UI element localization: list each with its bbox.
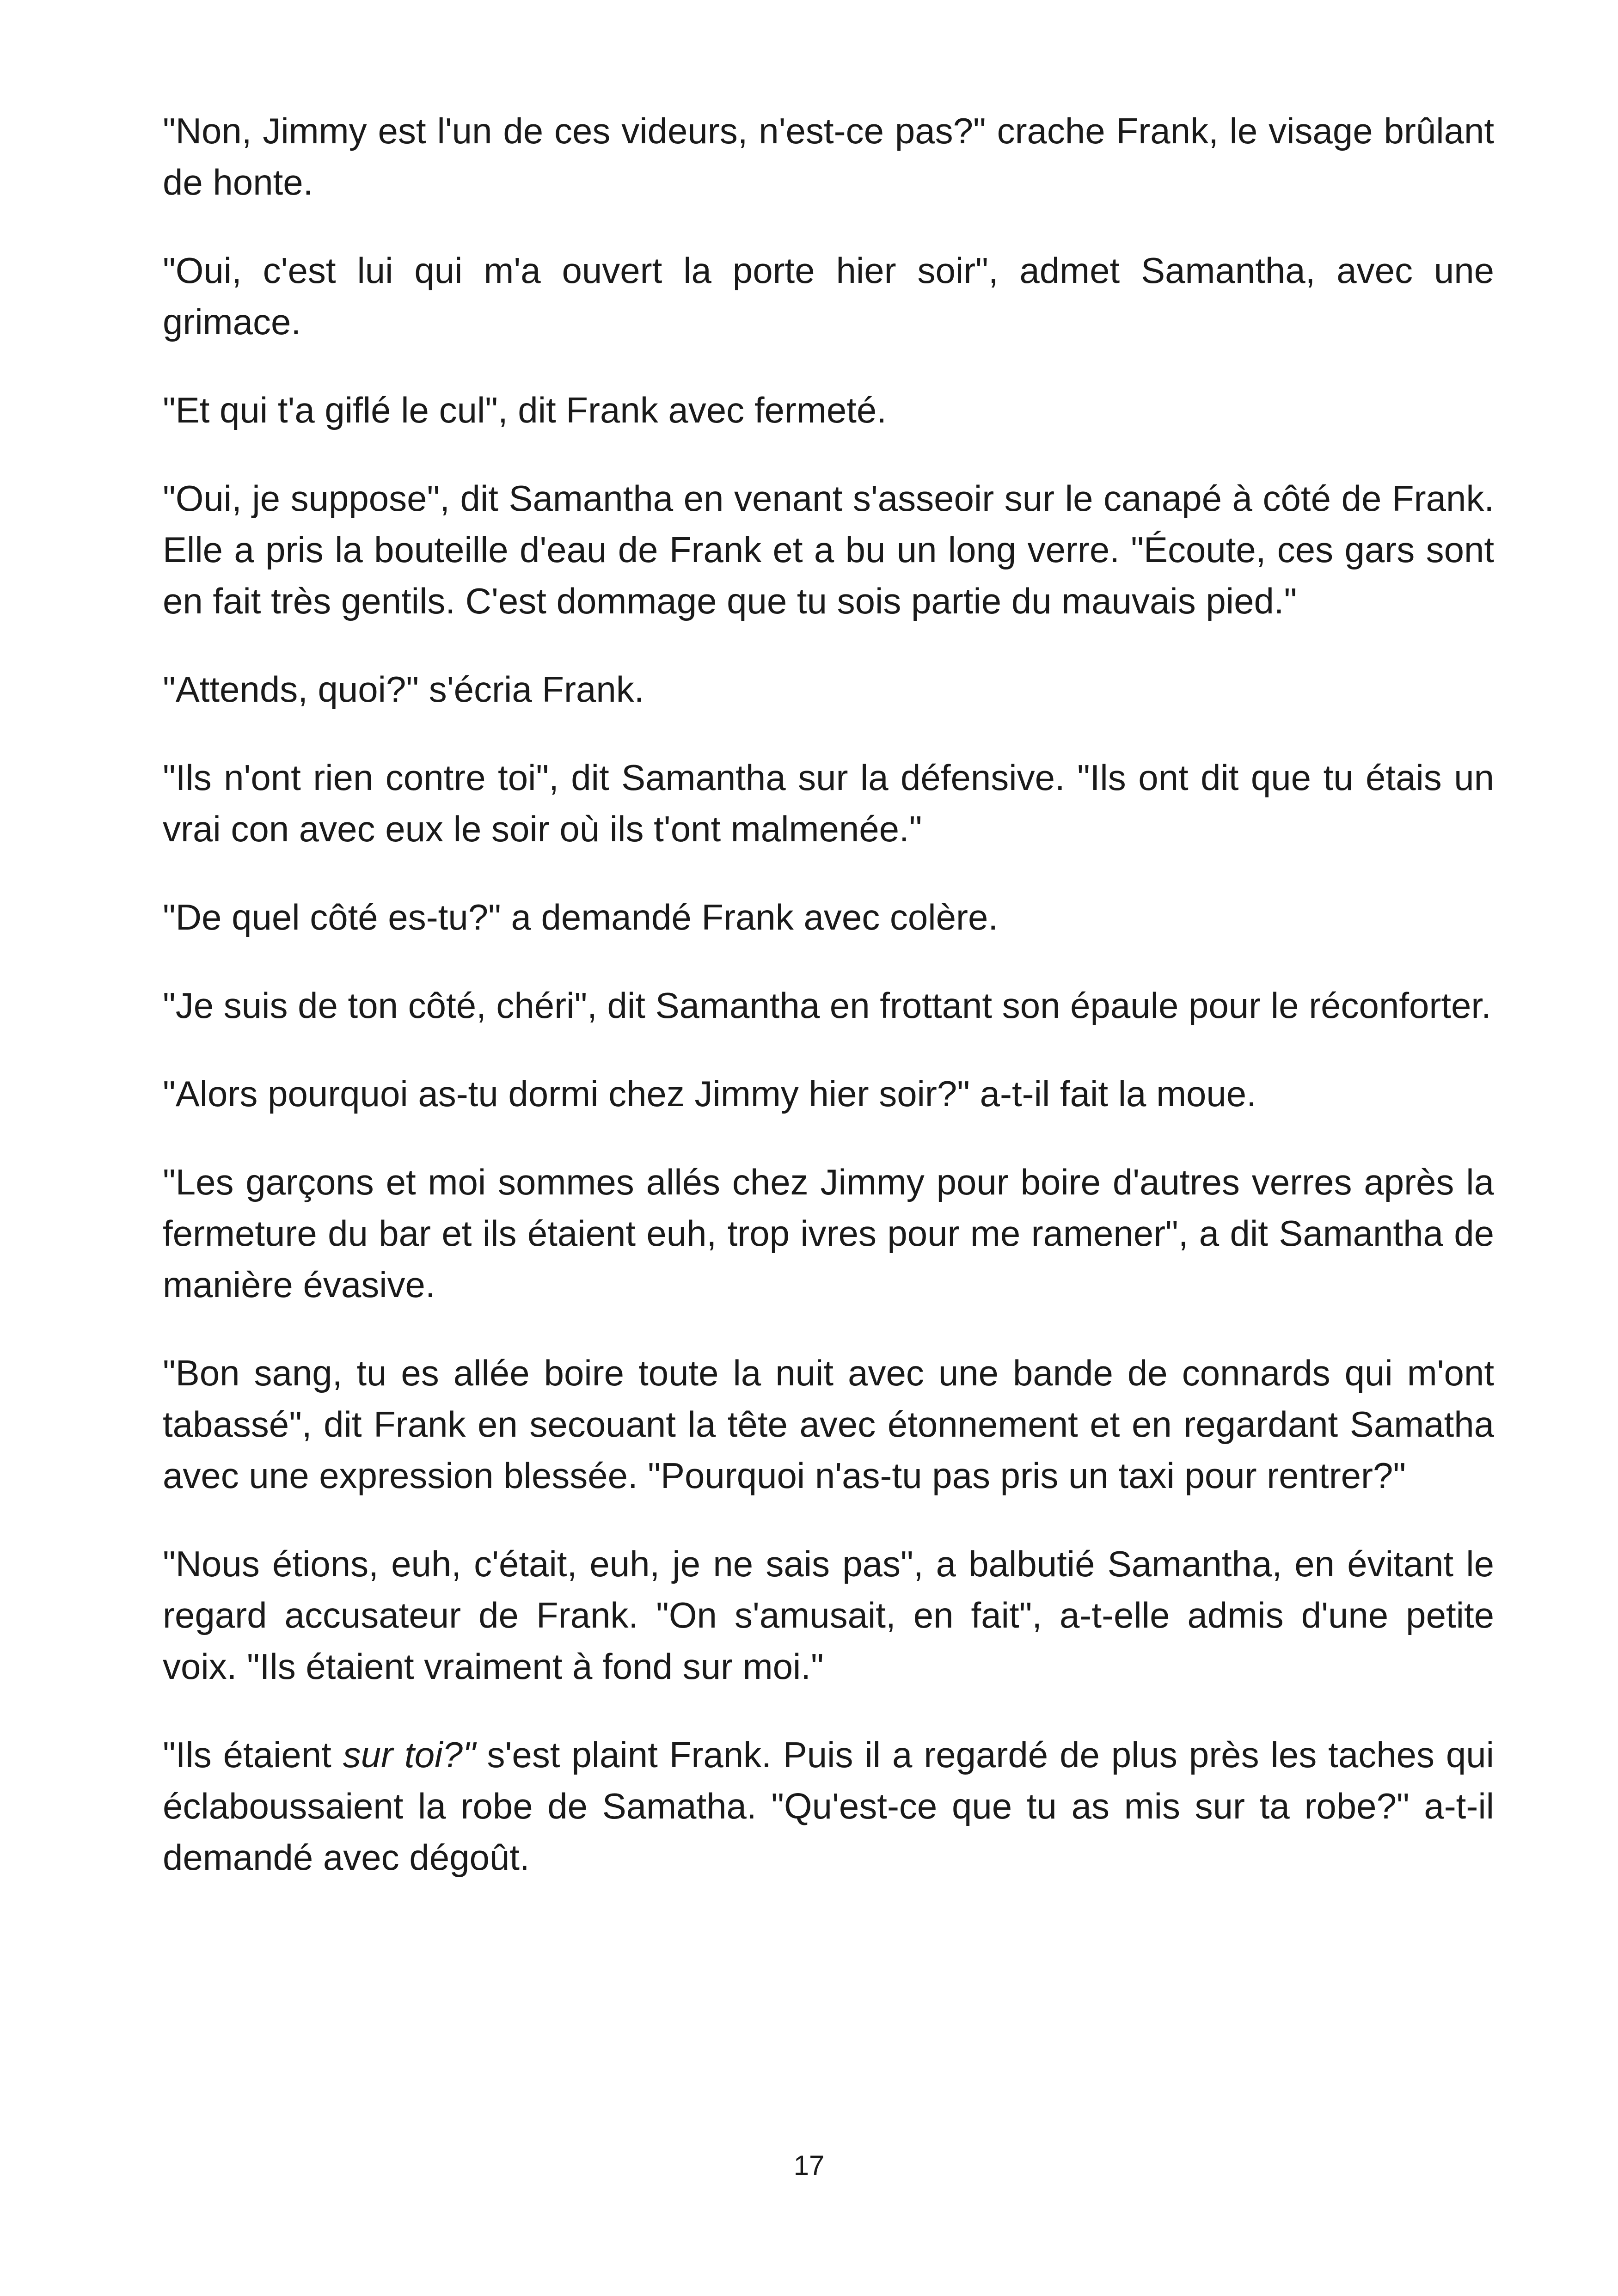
page-number: 17 [793, 2150, 825, 2181]
paragraph-text-after: s'est plaint Frank. Puis il a regardé de plus près les taches qui éclaboussaient la robe de Samatha. "Qu'est-ce que tu as mis sur ta robe?" a-t-il demandé avec dégoût. [163, 1734, 1494, 1878]
paragraph: "Oui, je suppose", dit Samantha en venant s'asseoir sur le canapé à côté de Frank. Elle a pris la bouteille d'eau de Frank et a bu un long verre. "Écoute, ces gars sont en fait très gentils. C'est dommage que tu sois partie du mauvais pied." [163, 478, 1494, 621]
paragraph: "Alors pourquoi as-tu dormi chez Jimmy hier soir?" a-t-il fait la moue. [163, 1073, 1256, 1114]
paragraph: "Les garçons et moi sommes allés chez Jimmy pour boire d'autres verres après la fermeture du bar et ils étaient euh, trop ivres pour me ramener", a dit Samantha de manière évasive. [163, 1162, 1494, 1305]
paragraph: "Attends, quoi?" s'écria Frank. [163, 669, 644, 710]
paragraph: "Non, Jimmy est l'un de ces videurs, n'est-ce pas?" crache Frank, le visage brûlant de honte. [163, 110, 1494, 202]
paragraph: "Et qui t'a giflé le cul", dit Frank avec fermeté. [163, 390, 887, 430]
italic-emphasis: sur toi?" [343, 1734, 476, 1775]
paragraph: "Je suis de ton côté, chéri", dit Samantha en frottant son épaule pour le réconforter. [163, 985, 1491, 1026]
paragraph: "Oui, c'est lui qui m'a ouvert la porte hier soir", admet Samantha, avec une grimace. [163, 250, 1494, 342]
paragraph: "De quel côté es-tu?" a demandé Frank avec colère. [163, 897, 999, 937]
body-text [163, 105, 1494, 1883]
paragraph: "Ils n'ont rien contre toi", dit Samantha sur la défensive. "Ils ont dit que tu étais un vrai con avec eux le soir où ils t'ont malmenée." [163, 757, 1494, 849]
paragraph: "Nous étions, euh, c'était, euh, je ne sais pas", a balbutié Samantha, en évitant le regard accusateur de Frank. "On s'amusait, en fait", a-t-elle admis d'une petite voix. "Ils étaient vraiment à fond sur moi." [163, 1543, 1494, 1687]
paragraph-with-italic [163, 1729, 1494, 1883]
paragraph: "Bon sang, tu es allée boire toute la nuit avec une bande de connards qui m'ont tabassé", dit Frank en secouant la tête avec étonnement et en regardant Samatha avec une expression blessée. "Pourquoi n'as-tu pas pris un taxi pour rentrer?" [163, 1353, 1494, 1496]
paragraph-text-before: "Ils étaient [163, 1734, 343, 1775]
